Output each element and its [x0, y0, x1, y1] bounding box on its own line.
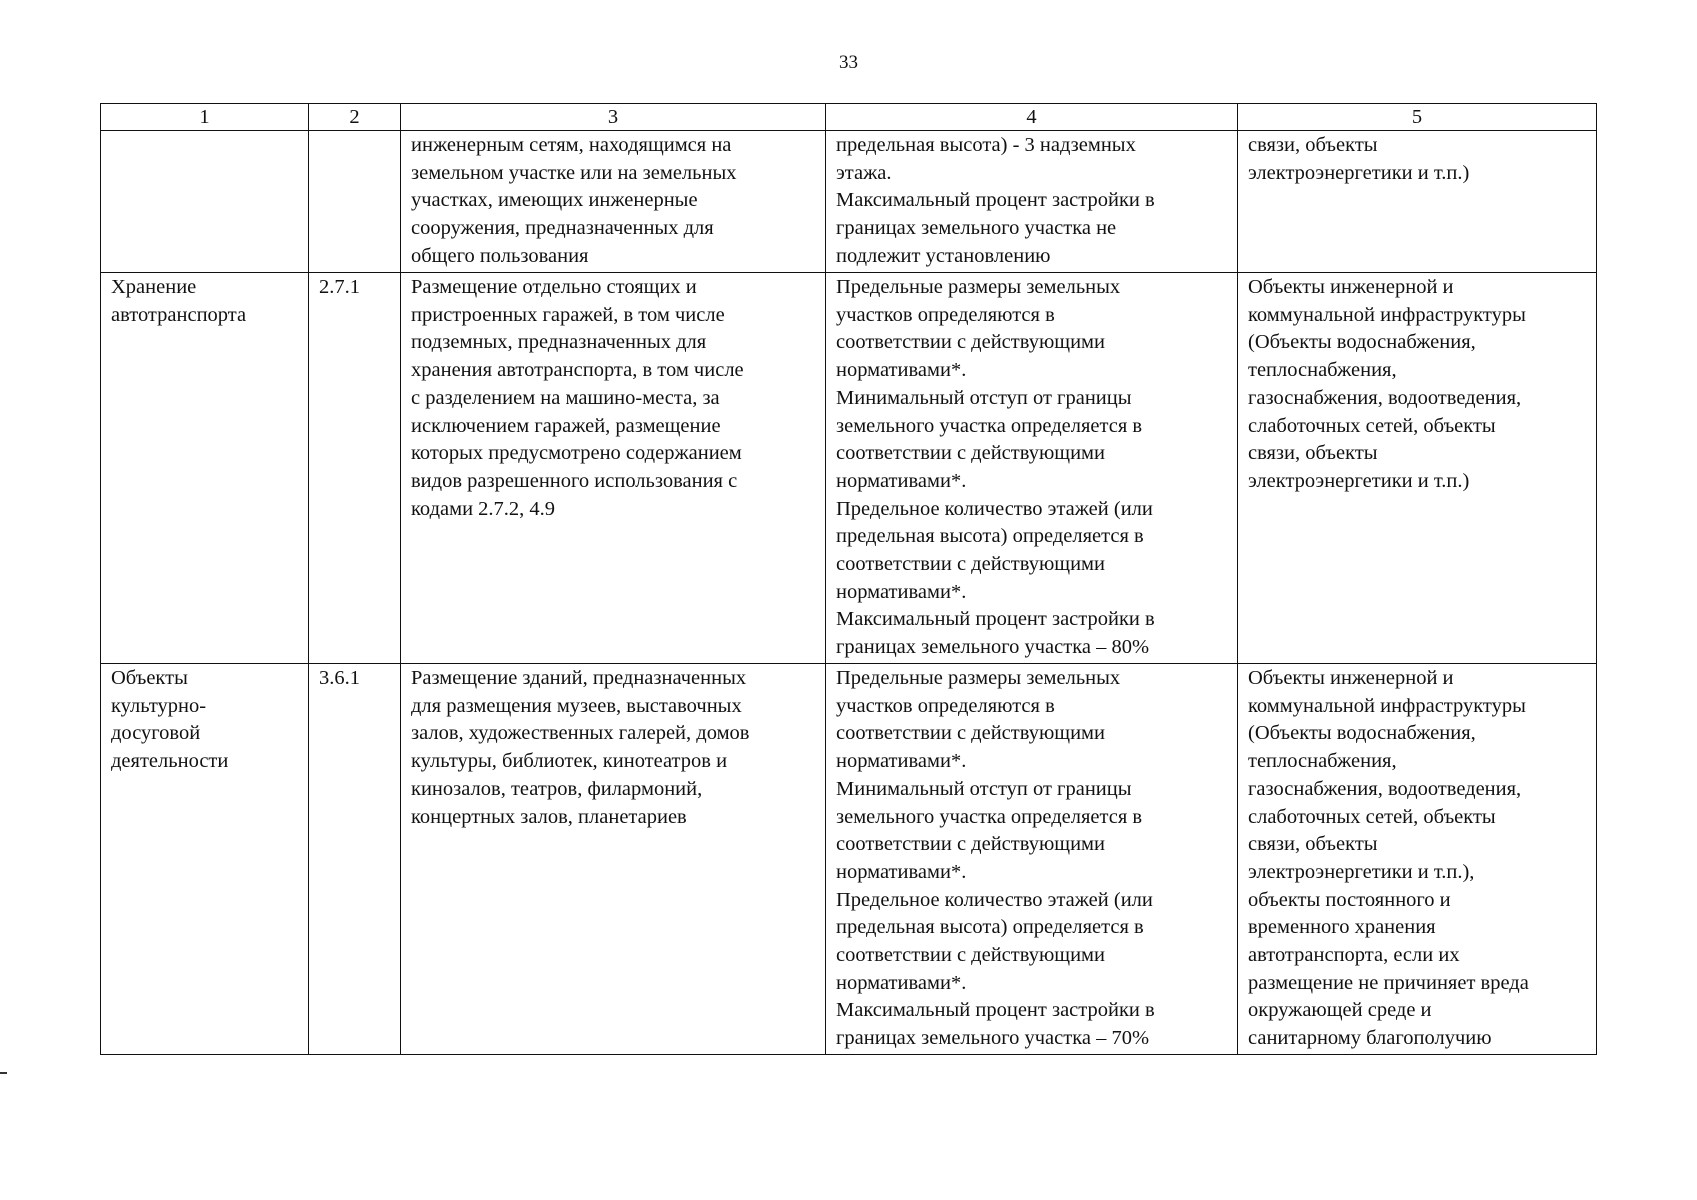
use-code-cell — [309, 664, 401, 1055]
scan-edge-mark — [0, 1072, 7, 1074]
use-description-cell — [401, 664, 826, 1055]
use-name-cell — [101, 273, 309, 664]
use-parameters-text: Предельные размеры земельных участков определяются в соответствии с действующими нормативами*. Минимальный отступ от границы земельного участка определяется в соответствии с действующими нормативами*. Предельное количество этажей (или предельная высота) определяется в соответствии с действующими нормативами*. Максимальный процент застройки в границах земельного участка – 70% — [836, 667, 1155, 1050]
use-description-text: инженерным сетям, находящимся на земельном участке или на земельных участках, имеющих инженерные сооружения, предназначенных для общего пользования — [411, 134, 737, 267]
use-code-cell — [309, 273, 401, 664]
page-number: 33 — [839, 52, 858, 73]
use-name-cell — [101, 664, 309, 1055]
use-code-text: 2.7.1 — [319, 276, 360, 298]
auxiliary-uses-cell — [1238, 131, 1597, 273]
auxiliary-uses-cell — [1238, 273, 1597, 664]
land-use-table — [100, 103, 1597, 1055]
column-number-header: 2 — [309, 104, 401, 131]
column-number-row — [101, 104, 1597, 131]
use-name-text: Объекты культурно- досуговой деятельности — [111, 667, 229, 773]
auxiliary-uses-text: Объекты инженерной и коммунальной инфраструктуры (Объекты водоснабжения, теплоснабжения, газоснабжения, водоотведения, слаботочных сетей, объекты связи, объекты электроэнергетики и т.п.), объекты постоянного и временного хранения автотранспорта, если их размещение не причиняет вреда окружающей среде и санитарному благополучию — [1248, 667, 1529, 1050]
auxiliary-uses-cell — [1238, 664, 1597, 1055]
use-parameters-cell — [826, 131, 1238, 273]
use-name-cell — [101, 131, 309, 273]
column-number-header: 3 — [401, 104, 826, 131]
use-parameters-cell — [826, 664, 1238, 1055]
column-number-header: 1 — [101, 104, 309, 131]
use-parameters-text: Предельные размеры земельных участков определяются в соответствии с действующими нормативами*. Минимальный отступ от границы земельного участка определяется в соответствии с действующими нормативами*. Предельное количество этажей (или предельная высота) определяется в соответствии с действующими нормативами*. Максимальный процент застройки в границах земельного участка – 80% — [836, 276, 1155, 659]
table-row — [101, 131, 1597, 273]
use-parameters-cell — [826, 273, 1238, 664]
use-parameters-text: предельная высота) - 3 надземных этажа. Максимальный процент застройки в границах земельного участка не подлежит установлению — [836, 134, 1155, 267]
use-description-cell — [401, 131, 826, 273]
column-number-header: 5 — [1238, 104, 1597, 131]
use-description-text: Размещение зданий, предназначенных для размещения музеев, выставочных залов, художественных галерей, домов культуры, библиотек, кинотеатров и кинозалов, театров, филармоний, концертных залов, планетариев — [411, 667, 750, 828]
auxiliary-uses-text: связи, объекты электроэнергетики и т.п.) — [1248, 134, 1470, 184]
column-number-header: 4 — [826, 104, 1238, 131]
table-row — [101, 273, 1597, 664]
use-code-text: 3.6.1 — [319, 667, 360, 689]
use-description-cell — [401, 273, 826, 664]
use-code-cell — [309, 131, 401, 273]
auxiliary-uses-text: Объекты инженерной и коммунальной инфраструктуры (Объекты водоснабжения, теплоснабжения, газоснабжения, водоотведения, слаботочных сетей, объекты связи, объекты электроэнергетики и т.п.) — [1248, 276, 1526, 492]
use-description-text: Размещение отдельно стоящих и пристроенных гаражей, в том числе подземных, предназначенных для хранения автотранспорта, в том числе с разделением на машино-места, за исключением гаражей, размещение которых предусмотрено содержанием видов разрешенного использования с кодами 2.7.2, 4.9 — [411, 276, 744, 520]
use-name-text: Хранение автотранспорта — [111, 276, 247, 326]
table-row — [101, 664, 1597, 1055]
